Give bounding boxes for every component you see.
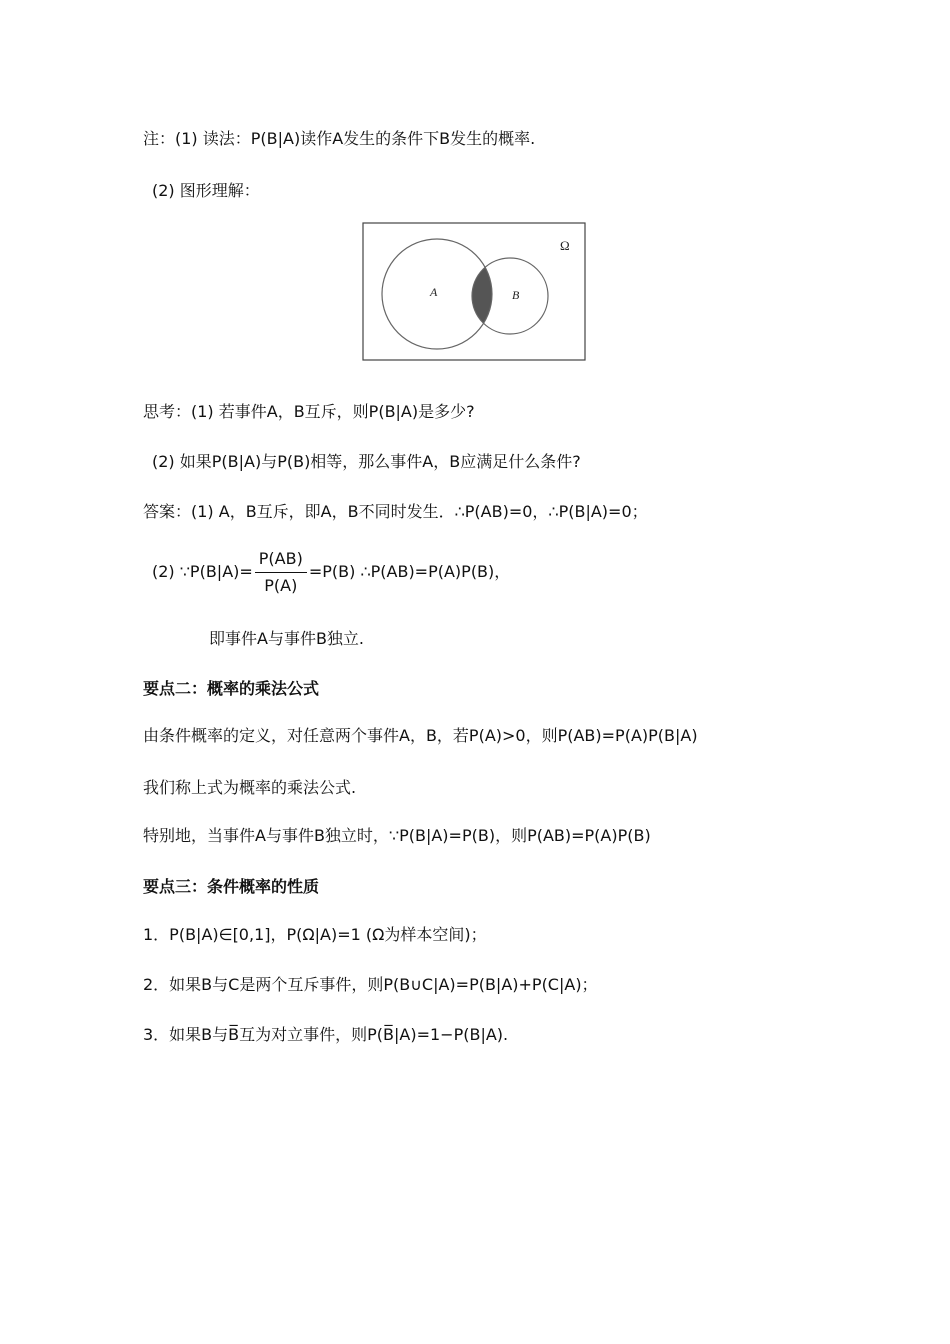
answer-1: 答案：(1) A，B互斥，即A，B不同时发生．∴P(AB)=0，∴P(B|A)=0； [143, 502, 648, 521]
section-2-p3: 特别地，当事件A与事件B独立时，∵P(B|A)=P(B)，则P(AB)=P(A)P(B) [143, 826, 651, 845]
section-2-p2: 我们称上式为概率的乘法公式. [143, 778, 357, 797]
section-2-title: 要点二：概率的乘法公式 [143, 679, 320, 698]
fraction-denominator: P(A) [264, 576, 298, 595]
answer-2-suffix: =P(B) ∴P(AB)=P(A)P(B)， [308, 562, 511, 581]
note-figure: (2) 图形理解： [152, 181, 260, 200]
fraction-numerator: P(AB) [255, 548, 307, 573]
answer-3: 即事件A与事件B独立. [209, 629, 365, 648]
answer-2-fraction [255, 548, 307, 597]
section-2-p1: 由条件概率的定义，对任意两个事件A，B，若P(A)>0，则P(AB)=P(A)P(B|A) [143, 726, 698, 745]
label-a: A [430, 285, 438, 299]
note-reading: 注：(1) 读法：P(B|A)读作A发生的条件下B发生的概率. [143, 129, 536, 148]
section-3-item-3: 3．如果B与B̅互为对立事件，则P(B̅|A)=1−P(B|A). [143, 1025, 509, 1044]
answer-2-prefix: (2) ∵P(B|A)= [152, 562, 253, 581]
section-3-title: 要点三：条件概率的性质 [143, 877, 320, 896]
answer-2 [152, 548, 510, 597]
label-omega: Ω [560, 238, 570, 253]
label-b: B [512, 288, 520, 302]
think-q2: (2) 如果P(B|A)与P(B)相等，那么事件A，B应满足什么条件? [152, 452, 581, 471]
venn-diagram [362, 222, 586, 361]
section-3-item-1: 1．P(B|A)∈[0,1]，P(Ω|A)=1 (Ω为样本空间)； [143, 925, 487, 944]
think-q1: 思考：(1) 若事件A，B互斥，则P(B|A)是多少? [143, 402, 475, 421]
section-3-item-2: 2．如果B与C是两个互斥事件，则P(B∪C|A)=P(B|A)+P(C|A)； [143, 975, 598, 994]
